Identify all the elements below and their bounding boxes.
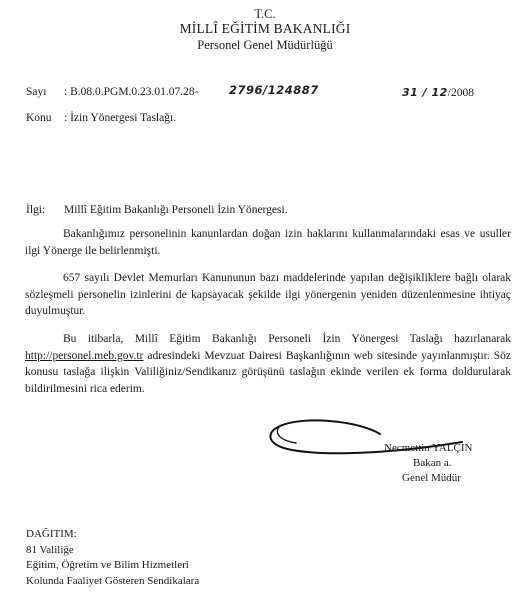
date-group — [402, 83, 474, 101]
distribution-item: Kolunda Faaliyet Gösteren Sendikalara — [26, 574, 200, 587]
ilgi-value: Millî Eğitim Bakanlığı Personeli İzin Yönergesi. — [64, 204, 288, 216]
paragraph-1: Bakanlığımız personelinin kanunlardan doğan izin haklarını kullanmalarındaki esas ve usuller ilgi Yönerge ile belirlenmişti. — [25, 228, 511, 257]
paragraph-3-rest: adresindeki Mevzuat Dairesi Başkanlığının web sitesinde yayınlanmıştır. Söz konusu taslağa ilişkin Valiliğiniz/Sendikanız görüşünü taslağın ekinde verilen ek forma doldurularak bildirilmesini rica ederim. — [25, 349, 511, 395]
paragraph-2: 657 sayılı Devlet Memurları Kanununun bazı maddelerinde yapılan değişikliklere bağlı olarak sözleşmeli personelin izinlerini de kapsayacak şekilde ilgi yönergenin yeniden düzenlenmesine ihtiyaç duyulmuştur. — [25, 272, 511, 317]
date-handwritten: 31 / 12 — [402, 86, 448, 99]
distribution-list — [26, 527, 199, 589]
date-year: /2008 — [447, 87, 474, 99]
sayi-value: : B.08.0.PGM.0.23.01.07.28- — [64, 86, 199, 98]
distribution-item: Eğitim, Öğretim ve Bilim Hizmetleri — [26, 559, 189, 571]
signatory-title-1: Bakan a. — [413, 457, 452, 469]
konu-label: Konu — [26, 112, 52, 124]
distribution-label: DAĞITIM: — [26, 528, 77, 540]
distribution-item: 81 Valiliğe — [26, 543, 74, 556]
signatory-name: Necmettin YALÇIN — [384, 442, 473, 454]
header-ministry: MİLLÎ EĞİTİM BAKANLIĞI — [179, 21, 351, 36]
personnel-website-link[interactable]: http://personel.meb.gov.tr — [25, 349, 144, 362]
signatory-title-2: Genel Müdür — [402, 472, 461, 484]
ilgi-label: İlgi: — [26, 204, 46, 216]
sayi-handwritten: 2796/124887 — [229, 83, 319, 97]
header-tc: T.C. — [254, 7, 276, 21]
header-directorate: Personel Genel Müdürlüğü — [197, 38, 333, 52]
konu-value: : İzin Yönergesi Taslağı. — [64, 112, 177, 124]
paragraph-3 — [25, 331, 511, 397]
sayi-label: Sayı — [26, 86, 47, 98]
paragraph-3-intro: Bu itibarla, Millî Eğitim Bakanlığı Personeli İzin Yönergesi Taslağı hazırlanarak — [63, 333, 511, 345]
